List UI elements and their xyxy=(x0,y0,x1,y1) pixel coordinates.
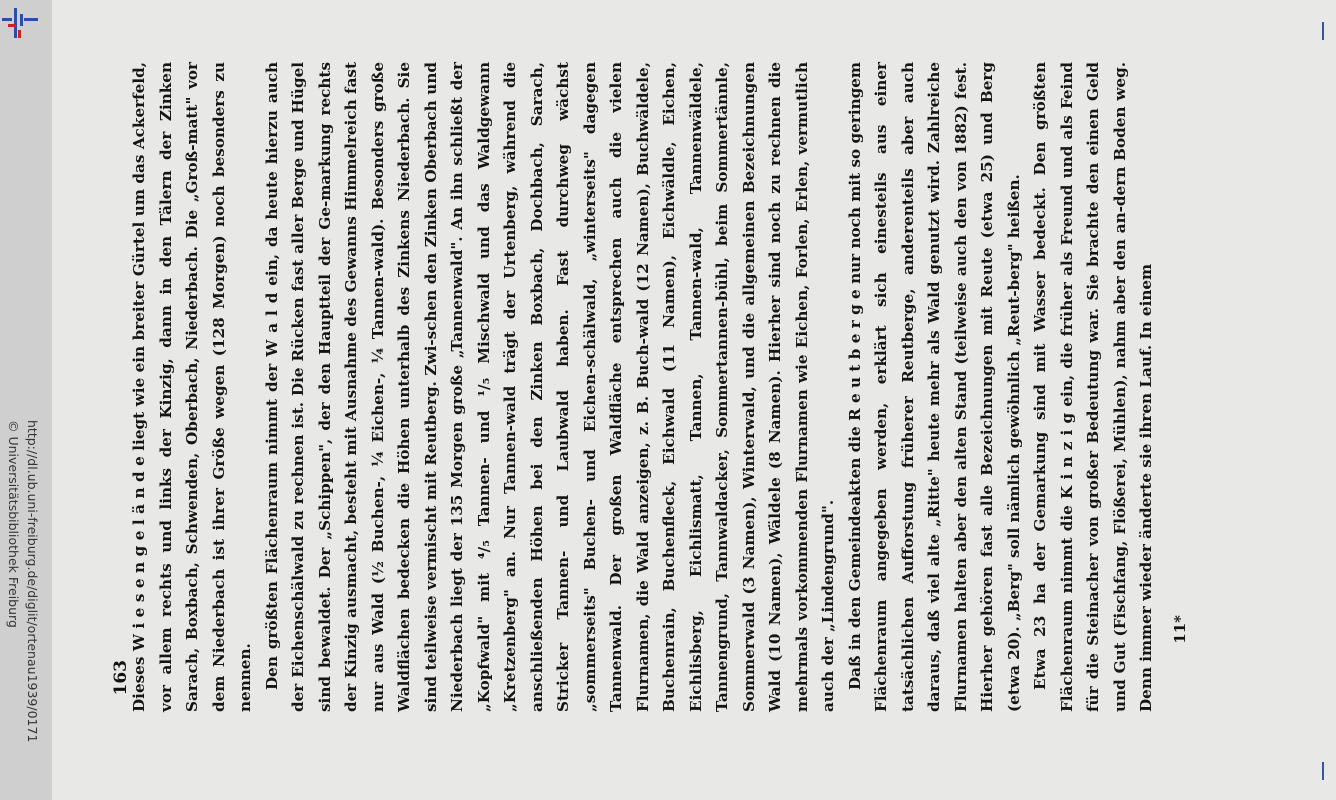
scanned-page xyxy=(52,0,1336,800)
paragraph: Dieses W i e s e n g e l ä n d e liegt wie ein breiter Gürtel um das Ackerfeld, vor allem rechts und links der Kinzig, dann in den Tälern der Zinken Sarach, Boxbach, Schwenden, Oberbach, Niederbach. Die „Groß-matt" vor dem Niederbach ist ihrer Größe wegen (128 Morgen) noch besonders zu nennen. xyxy=(130,62,254,712)
rotated-page-content xyxy=(52,0,1336,800)
paragraph: Etwa 23 ha der Gemarkung sind mit Wasser bedeckt. Den größten Flächenraum nimmt die K i n z i g ein, die früher als Freund und als Feind für die Steinacher von großer Bedeutung war. Sie brachte den einen Geld und Gut (Fischfang, Flößerei, Mühlen), nahm aber den an-dern Boden weg. Denn immer wieder änderte sie ihren Lauf. In einem xyxy=(1031,62,1155,712)
paragraph: Den größten Flächenraum nimmt der W a l d ein, da heute hierzu auch der Eichenschälwald zu rechnen ist. Die Rücken fast aller Berge und Hügel sind bewaldet. Der „Schippen", der den Hauptteil der Ge-markung rechts der Kinzig ausmacht, besteht mit Ausnahme des Gewanns Himmelreich fast nur aus Wald (½ Buchen-, ¼ Eichen-, ¼ Tannen-wald). Besonders große Waldflächen bedecken die Höhen unterhalb des Zinkens Niederbach. Sie sind teilweise vermischt mit Reutberg. Zwi-schen den Zinken Oberbach und Niederbach liegt der 135 Morgen große „Tannenwald". An ihn schließt der „Kopfwald" mit ⁴/₅ Tannen- und ¹/₅ Mischwald und das Waldgewann „Kretzenberg" an. Nur Tannen-wald trägt der Urtenberg, während die anschließenden Höhen bei den Zinken Boxbach, Dochbach, Sarach, Stricker Tannen- und Laubwald haben. Fast durchweg wächst „sommerseits" Buchen- und Eichen-schälwald, „winterseits" dagegen Tannenwald. Der großen Waldfläche entsprechen auch die vielen Flurnamen, die Wald anzeigen, z. B. Buch-wald (12 Namen), Buchwäldele, Buchenrain, Buchenfleck, Eichwald (11 Namen), Eichwäldle, Eichen, Eichlisberg, Eichlismatt, Tannen, Tannen-wald, Tannenwäldele, Tannengrund, Tannwaldacker, Sommertannen-bühl, beim Sommertännle, Sommerwald (3 Namen), Winterwald, und die allgemeinen Bezeichnungen Wald (10 Namen), Wäldele (8 Namen). Hierher sind noch zu rechnen die mehrmals vorkommenden Flurnamen wie Eichen, Forlen, Erlen, vermutlich auch der „Lindengrund". xyxy=(262,62,837,712)
page-body-text xyxy=(126,62,1246,712)
paragraph: Daß in den Gemeindeakten die R e u t b e r g e nur noch mit so geringem Flächenraum angegeben werden, erklärt sich einesteils aus einer tatsächlichen Aufforstung früherer Reutberge, anderenteils aber auch daraus, daß viel alte „Ritte" heute mehr als Wald genutzt wird. Zahlreiche Flurnamen halten aber den alten Stand (teilweise auch den von 1882) fest. Hierher gehören fast alle Bezeichnungen mit Reute (etwa 25) und Berg (etwa 20). „Berg" soll nämlich gewöhnlich „Reut-berg" heißen. xyxy=(845,62,1023,712)
page-number: 163 xyxy=(111,660,131,696)
copyright-notice: © Universitätsbibliothek Freiburg xyxy=(6,420,21,628)
source-citation xyxy=(2,420,42,800)
printer-signature: 11* xyxy=(1171,615,1189,644)
university-library-logo-icon xyxy=(0,4,42,44)
source-url[interactable]: http://dl.ub.uni-freiburg.de/diglit/ortenau1939/0171 xyxy=(25,420,40,743)
viewer-sidebar xyxy=(0,0,52,800)
